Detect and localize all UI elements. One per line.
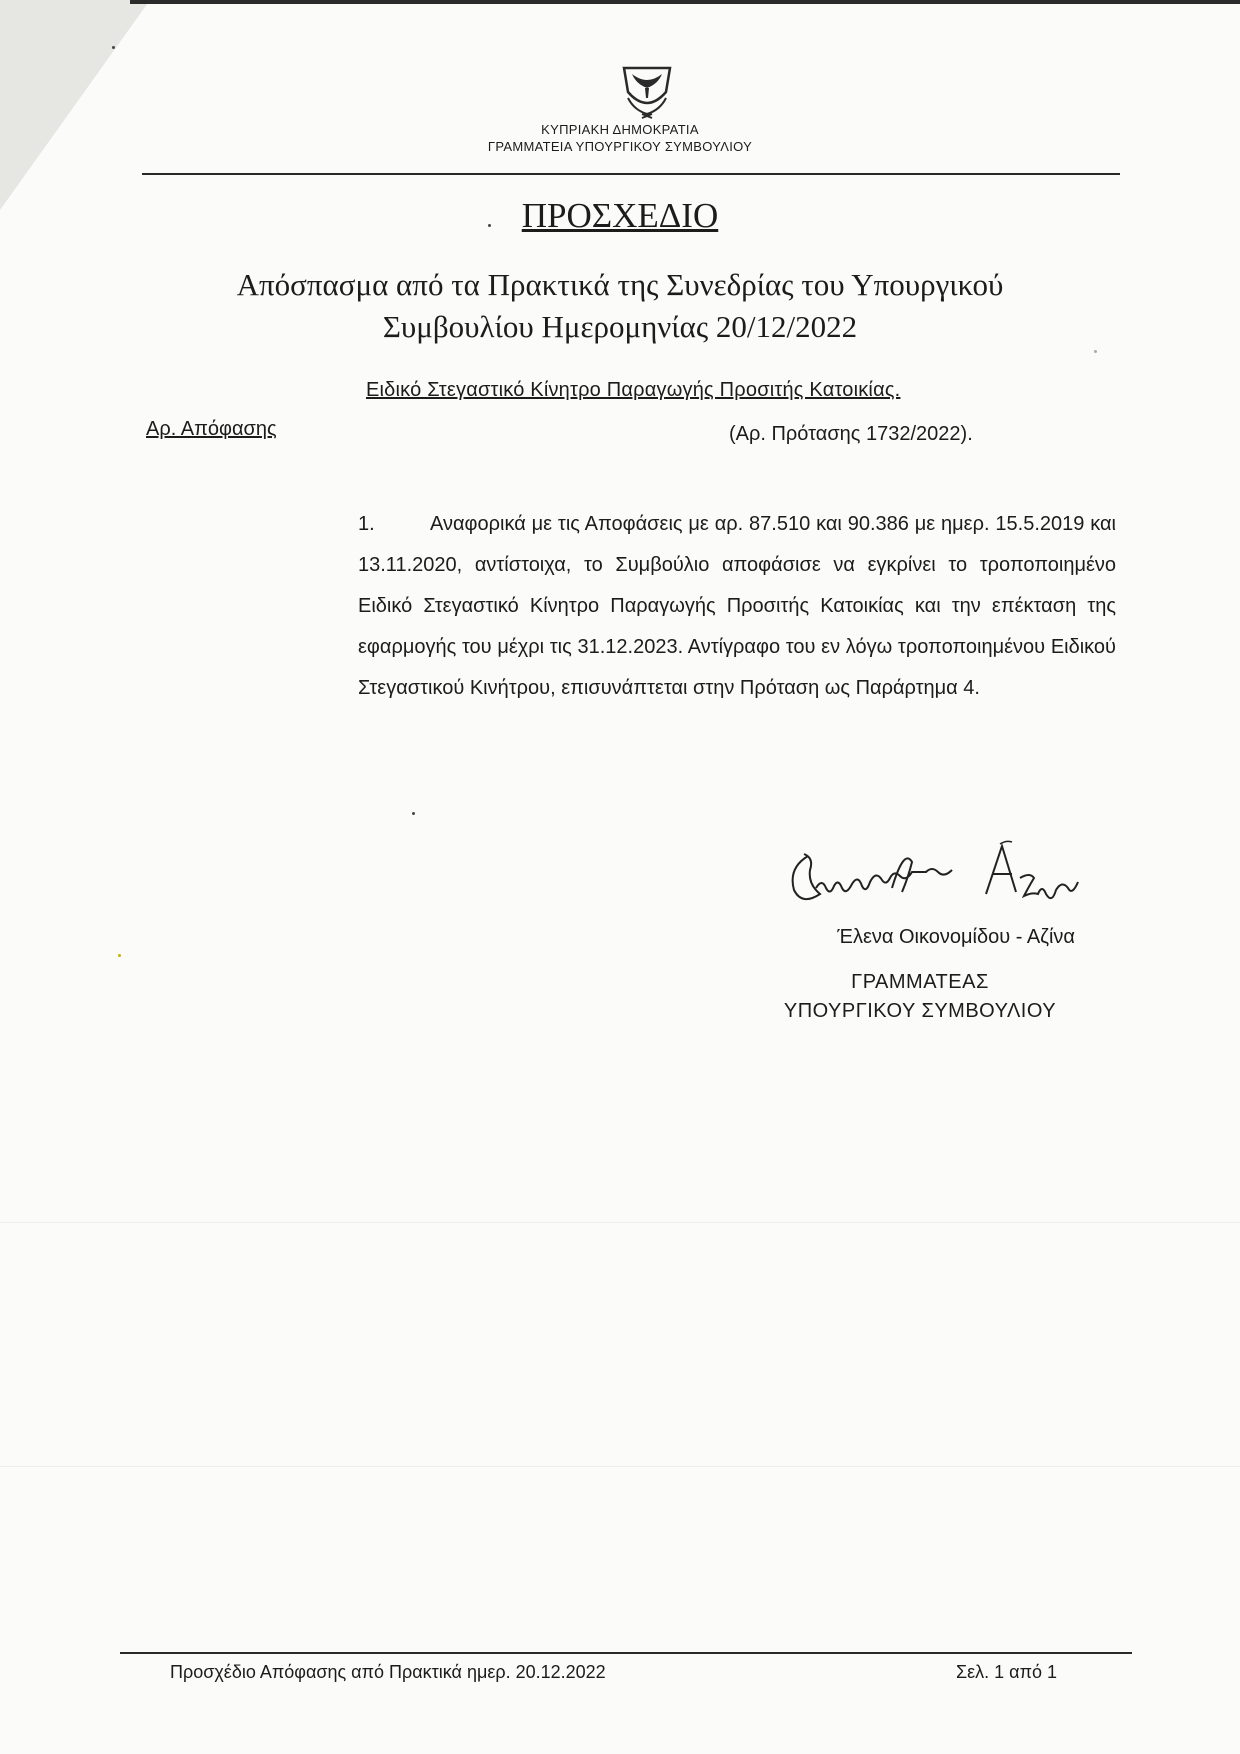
draft-title: ΠΡΟΣΧΕΔΙΟ bbox=[521, 196, 719, 235]
signatory-name: Έλενα Οικονομίδου - Αζίνα bbox=[837, 926, 1075, 948]
paper-fold-line bbox=[0, 1466, 1240, 1467]
decision-paragraph bbox=[358, 504, 1116, 709]
footer-rule bbox=[120, 1652, 1132, 1654]
footer-page-number: Σελ. 1 από 1 bbox=[956, 1662, 1058, 1682]
scan-speck bbox=[1094, 350, 1097, 353]
footer-document-label: Προσχέδιο Απόφασης από Πρακτικά ημερ. 20.12.2022 bbox=[170, 1662, 606, 1682]
paper-fold-line bbox=[0, 1222, 1240, 1223]
paragraph-number: 1. bbox=[358, 513, 375, 535]
scan-speck bbox=[118, 954, 121, 957]
signatory-role-line2: ΥΠΟΥΡΓΙΚΟΥ ΣΥΜΒΟΥΛΙΟΥ bbox=[783, 1000, 1057, 1022]
page-top-edge bbox=[130, 0, 1240, 4]
decision-subject: Ειδικό Στεγαστικό Κίνητρο Παραγωγής Προσιτής Κατοικίας. bbox=[366, 379, 901, 401]
extract-title-line2: Συμβουλίου Ημερομηνίας 20/12/2022 bbox=[382, 309, 858, 344]
signatory-role-line1: ΓΡΑΜΜΑΤΕΑΣ bbox=[851, 971, 989, 993]
scan-speck bbox=[412, 812, 415, 815]
header-country: ΚΥΠΡΙΑΚΗ ΔΗΜΟΚΡΑΤΙΑ bbox=[541, 122, 699, 137]
handwritten-signature bbox=[780, 838, 1100, 918]
decision-number-label: Αρ. Απόφασης bbox=[146, 418, 277, 440]
header-office: ΓΡΑΜΜΑΤΕΙΑ ΥΠΟΥΡΓΙΚΟΥ ΣΥΜΒΟΥΛΙΟΥ bbox=[487, 139, 753, 154]
folded-corner bbox=[0, 0, 150, 210]
header-rule bbox=[142, 173, 1120, 175]
cyprus-coat-of-arms-icon bbox=[618, 62, 676, 120]
paragraph-text: Αναφορικά με τις Αποφάσεις με αρ. 87.510 και 90.386 με ημερ. 15.5.2019 και 13.11.2020, αντίστοιχα, το Συμβούλιο αποφάσισε να εγκρίνει το τροποποιημένο Ειδικό Στεγαστικό Κίνητρο Παραγωγής Προσιτής Κατοικίας και την επέκταση της εφαρμογής του μέχρι τις 31.12.2023. Αντίγραφο του εν λόγω τροποποιημένου Ειδικού Στεγαστικού Κινήτρου, επισυνάπτεται στην Πρόταση ως Παράρτημα 4. bbox=[358, 513, 1116, 699]
scan-speck bbox=[112, 46, 115, 49]
extract-title-line1: Απόσπασμα από τα Πρακτικά της Συνεδρίας του Υπουργικού bbox=[236, 267, 1004, 302]
proposal-number: (Αρ. Πρότασης 1732/2022). bbox=[729, 423, 973, 445]
scan-speck bbox=[488, 224, 491, 227]
